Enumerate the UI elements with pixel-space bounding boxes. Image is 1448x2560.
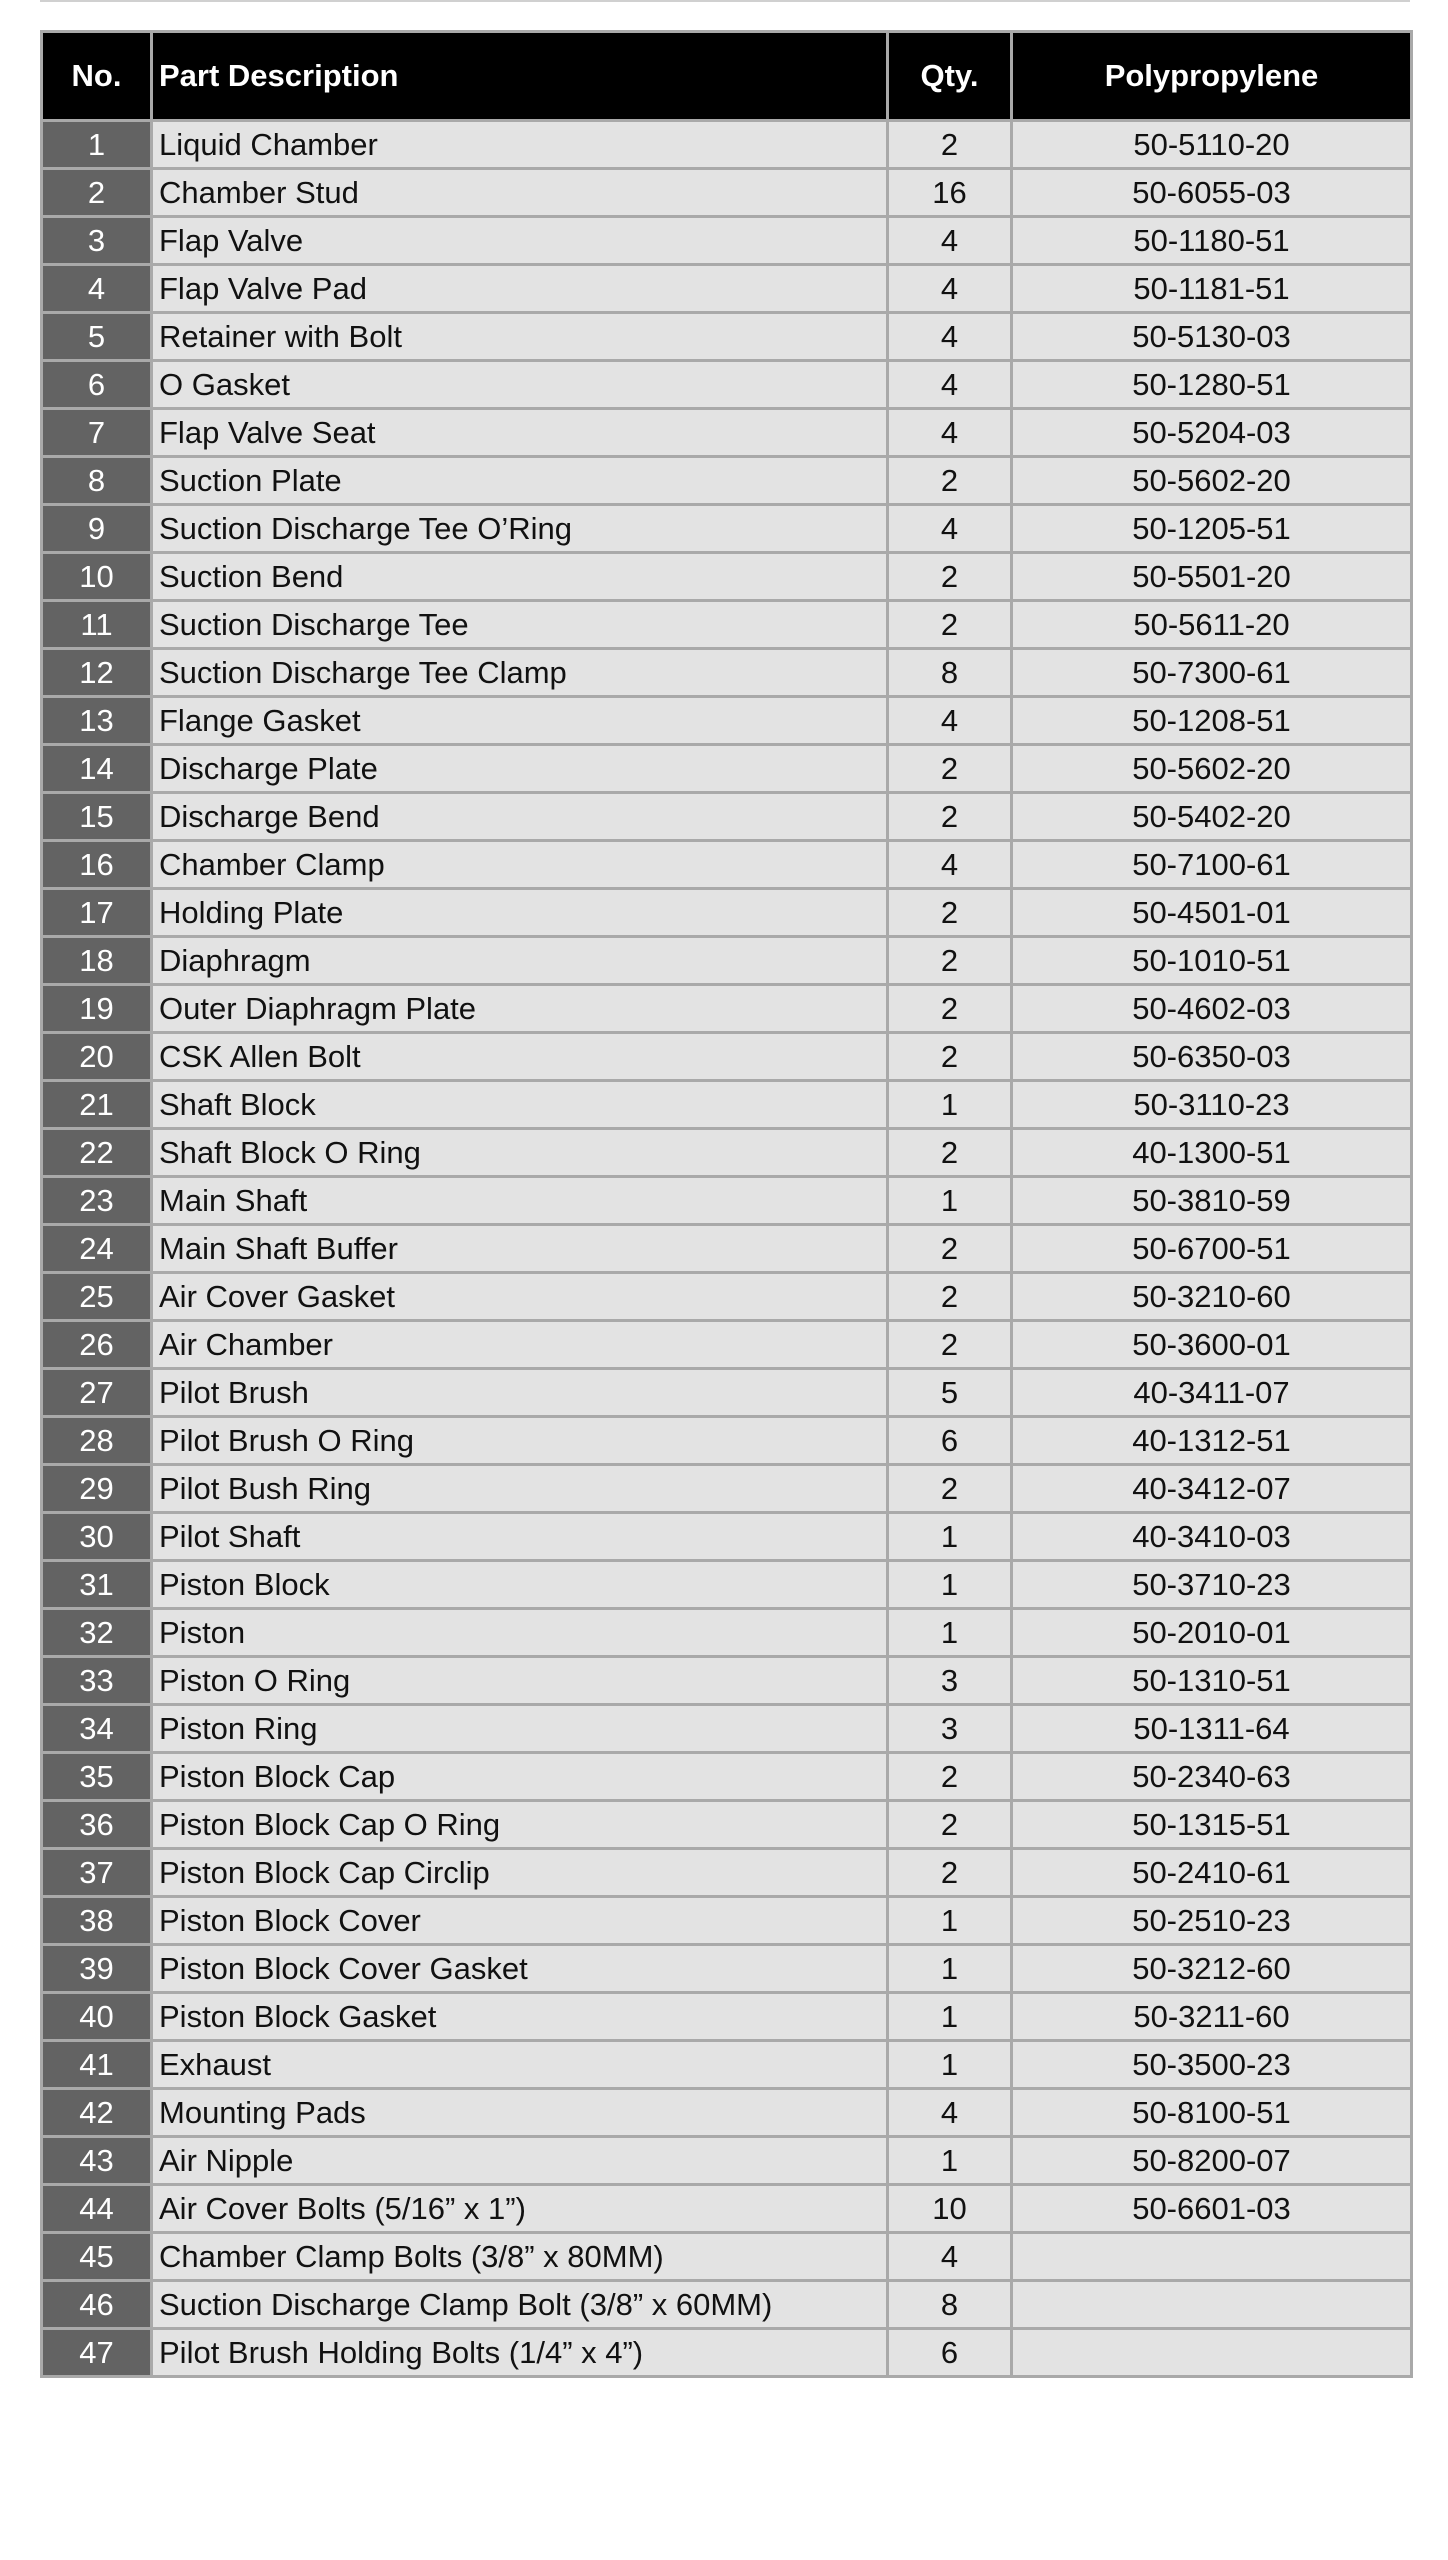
parts-table-container bbox=[40, 30, 1410, 2378]
quantity: 10 bbox=[888, 2185, 1012, 2233]
part-description: Suction Bend bbox=[152, 553, 888, 601]
part-description: Piston Block Cover bbox=[152, 1897, 888, 1945]
part-number: 50-5602-20 bbox=[1012, 457, 1412, 505]
quantity: 1 bbox=[888, 2137, 1012, 2185]
table-row bbox=[42, 265, 1412, 313]
table-row bbox=[42, 121, 1412, 169]
table-row bbox=[42, 889, 1412, 937]
row-number: 20 bbox=[42, 1033, 152, 1081]
table-row bbox=[42, 1129, 1412, 1177]
part-description: Chamber Clamp Bolts (3/8” x 80MM) bbox=[152, 2233, 888, 2281]
part-description: Suction Discharge Tee bbox=[152, 601, 888, 649]
table-row bbox=[42, 1609, 1412, 1657]
table-row bbox=[42, 1849, 1412, 1897]
part-description: Pilot Brush bbox=[152, 1369, 888, 1417]
row-number: 47 bbox=[42, 2329, 152, 2377]
row-number: 19 bbox=[42, 985, 152, 1033]
row-number: 32 bbox=[42, 1609, 152, 1657]
part-number: 50-1280-51 bbox=[1012, 361, 1412, 409]
row-number: 17 bbox=[42, 889, 152, 937]
part-description: Air Cover Bolts (5/16” x 1”) bbox=[152, 2185, 888, 2233]
part-description: Flap Valve bbox=[152, 217, 888, 265]
quantity: 2 bbox=[888, 889, 1012, 937]
part-description: Flap Valve Pad bbox=[152, 265, 888, 313]
part-number: 40-3411-07 bbox=[1012, 1369, 1412, 1417]
part-number: 50-1311-64 bbox=[1012, 1705, 1412, 1753]
row-number: 29 bbox=[42, 1465, 152, 1513]
part-number: 50-6350-03 bbox=[1012, 1033, 1412, 1081]
part-number: 50-5602-20 bbox=[1012, 745, 1412, 793]
part-number: 50-3500-23 bbox=[1012, 2041, 1412, 2089]
table-row bbox=[42, 1177, 1412, 1225]
part-number: 50-1010-51 bbox=[1012, 937, 1412, 985]
parts-table bbox=[40, 30, 1413, 2378]
part-number: 50-3110-23 bbox=[1012, 1081, 1412, 1129]
row-number: 8 bbox=[42, 457, 152, 505]
row-number: 10 bbox=[42, 553, 152, 601]
part-description: Piston Block Cover Gasket bbox=[152, 1945, 888, 1993]
part-description: Flange Gasket bbox=[152, 697, 888, 745]
table-row bbox=[42, 985, 1412, 1033]
part-number: 50-7300-61 bbox=[1012, 649, 1412, 697]
part-number: 50-2410-61 bbox=[1012, 1849, 1412, 1897]
table-row bbox=[42, 1513, 1412, 1561]
part-number: 50-5204-03 bbox=[1012, 409, 1412, 457]
part-number: 40-1312-51 bbox=[1012, 1417, 1412, 1465]
quantity: 2 bbox=[888, 553, 1012, 601]
quantity: 2 bbox=[888, 793, 1012, 841]
part-description: Piston Block Cap O Ring bbox=[152, 1801, 888, 1849]
row-number: 4 bbox=[42, 265, 152, 313]
part-number: 50-5501-20 bbox=[1012, 553, 1412, 601]
quantity: 4 bbox=[888, 505, 1012, 553]
table-row bbox=[42, 2281, 1412, 2329]
part-description: Pilot Bush Ring bbox=[152, 1465, 888, 1513]
row-number: 22 bbox=[42, 1129, 152, 1177]
row-number: 5 bbox=[42, 313, 152, 361]
part-number: 50-4501-01 bbox=[1012, 889, 1412, 937]
quantity: 2 bbox=[888, 985, 1012, 1033]
part-description: Mounting Pads bbox=[152, 2089, 888, 2137]
part-number: 50-8100-51 bbox=[1012, 2089, 1412, 2137]
part-description: Piston Block bbox=[152, 1561, 888, 1609]
part-description: Discharge Bend bbox=[152, 793, 888, 841]
row-number: 16 bbox=[42, 841, 152, 889]
part-number: 40-3412-07 bbox=[1012, 1465, 1412, 1513]
part-description: Flap Valve Seat bbox=[152, 409, 888, 457]
table-row bbox=[42, 1369, 1412, 1417]
table-row bbox=[42, 793, 1412, 841]
quantity: 1 bbox=[888, 1609, 1012, 1657]
header-material: Polypropylene bbox=[1012, 32, 1412, 121]
quantity: 4 bbox=[888, 217, 1012, 265]
part-number: 50-6055-03 bbox=[1012, 169, 1412, 217]
quantity: 4 bbox=[888, 313, 1012, 361]
part-description: Discharge Plate bbox=[152, 745, 888, 793]
part-number bbox=[1012, 2281, 1412, 2329]
part-number: 50-1205-51 bbox=[1012, 505, 1412, 553]
row-number: 36 bbox=[42, 1801, 152, 1849]
part-description: Chamber Clamp bbox=[152, 841, 888, 889]
quantity: 2 bbox=[888, 1753, 1012, 1801]
row-number: 35 bbox=[42, 1753, 152, 1801]
table-row bbox=[42, 553, 1412, 601]
row-number: 45 bbox=[42, 2233, 152, 2281]
part-description: Main Shaft bbox=[152, 1177, 888, 1225]
part-number: 50-1310-51 bbox=[1012, 1657, 1412, 1705]
row-number: 24 bbox=[42, 1225, 152, 1273]
part-number: 50-3211-60 bbox=[1012, 1993, 1412, 2041]
quantity: 1 bbox=[888, 1993, 1012, 2041]
quantity: 2 bbox=[888, 457, 1012, 505]
quantity: 3 bbox=[888, 1657, 1012, 1705]
part-number: 50-7100-61 bbox=[1012, 841, 1412, 889]
table-row bbox=[42, 1321, 1412, 1369]
row-number: 11 bbox=[42, 601, 152, 649]
part-number: 50-5402-20 bbox=[1012, 793, 1412, 841]
part-number: 50-1208-51 bbox=[1012, 697, 1412, 745]
row-number: 44 bbox=[42, 2185, 152, 2233]
part-number bbox=[1012, 2329, 1412, 2377]
table-row bbox=[42, 1033, 1412, 1081]
row-number: 3 bbox=[42, 217, 152, 265]
quantity: 1 bbox=[888, 1561, 1012, 1609]
row-number: 2 bbox=[42, 169, 152, 217]
header-description: Part Description bbox=[152, 32, 888, 121]
table-row bbox=[42, 1465, 1412, 1513]
row-number: 33 bbox=[42, 1657, 152, 1705]
part-description: Air Chamber bbox=[152, 1321, 888, 1369]
table-row bbox=[42, 457, 1412, 505]
table-row bbox=[42, 1225, 1412, 1273]
quantity: 2 bbox=[888, 1321, 1012, 1369]
header-no: No. bbox=[42, 32, 152, 121]
part-description: Suction Discharge Tee Clamp bbox=[152, 649, 888, 697]
part-description: Suction Discharge Tee O’Ring bbox=[152, 505, 888, 553]
part-description: Piston Block Cap Circlip bbox=[152, 1849, 888, 1897]
quantity: 8 bbox=[888, 2281, 1012, 2329]
row-number: 30 bbox=[42, 1513, 152, 1561]
quantity: 2 bbox=[888, 1465, 1012, 1513]
part-number: 50-4602-03 bbox=[1012, 985, 1412, 1033]
part-number: 50-1181-51 bbox=[1012, 265, 1412, 313]
part-number: 50-3600-01 bbox=[1012, 1321, 1412, 1369]
table-row bbox=[42, 2329, 1412, 2377]
row-number: 39 bbox=[42, 1945, 152, 1993]
quantity: 2 bbox=[888, 1225, 1012, 1273]
quantity: 2 bbox=[888, 121, 1012, 169]
quantity: 16 bbox=[888, 169, 1012, 217]
table-row bbox=[42, 745, 1412, 793]
row-number: 40 bbox=[42, 1993, 152, 2041]
part-number: 50-2010-01 bbox=[1012, 1609, 1412, 1657]
part-number: 40-3410-03 bbox=[1012, 1513, 1412, 1561]
table-row bbox=[42, 1897, 1412, 1945]
part-description: Holding Plate bbox=[152, 889, 888, 937]
part-description: Exhaust bbox=[152, 2041, 888, 2089]
row-number: 6 bbox=[42, 361, 152, 409]
table-row bbox=[42, 697, 1412, 745]
part-number: 50-6700-51 bbox=[1012, 1225, 1412, 1273]
table-row bbox=[42, 1417, 1412, 1465]
table-row bbox=[42, 1657, 1412, 1705]
part-number: 50-2340-63 bbox=[1012, 1753, 1412, 1801]
quantity: 2 bbox=[888, 1801, 1012, 1849]
part-number: 50-3212-60 bbox=[1012, 1945, 1412, 1993]
table-row bbox=[42, 217, 1412, 265]
table-row bbox=[42, 1993, 1412, 2041]
quantity: 6 bbox=[888, 2329, 1012, 2377]
quantity: 4 bbox=[888, 409, 1012, 457]
part-description: Shaft Block O Ring bbox=[152, 1129, 888, 1177]
part-description: CSK Allen Bolt bbox=[152, 1033, 888, 1081]
quantity: 2 bbox=[888, 937, 1012, 985]
row-number: 25 bbox=[42, 1273, 152, 1321]
row-number: 1 bbox=[42, 121, 152, 169]
quantity: 5 bbox=[888, 1369, 1012, 1417]
part-description: Chamber Stud bbox=[152, 169, 888, 217]
row-number: 43 bbox=[42, 2137, 152, 2185]
header-row bbox=[42, 32, 1412, 121]
header-qty: Qty. bbox=[888, 32, 1012, 121]
part-description: Retainer with Bolt bbox=[152, 313, 888, 361]
table-row bbox=[42, 601, 1412, 649]
table-row bbox=[42, 505, 1412, 553]
quantity: 8 bbox=[888, 649, 1012, 697]
part-number: 50-5130-03 bbox=[1012, 313, 1412, 361]
part-number: 50-5611-20 bbox=[1012, 601, 1412, 649]
part-description: Air Nipple bbox=[152, 2137, 888, 2185]
part-description: Shaft Block bbox=[152, 1081, 888, 1129]
table-body bbox=[42, 121, 1412, 2377]
part-number: 40-1300-51 bbox=[1012, 1129, 1412, 1177]
row-number: 14 bbox=[42, 745, 152, 793]
table-row bbox=[42, 361, 1412, 409]
table-row bbox=[42, 1753, 1412, 1801]
row-number: 23 bbox=[42, 1177, 152, 1225]
quantity: 1 bbox=[888, 2041, 1012, 2089]
row-number: 12 bbox=[42, 649, 152, 697]
table-row bbox=[42, 1801, 1412, 1849]
quantity: 2 bbox=[888, 745, 1012, 793]
part-description: Main Shaft Buffer bbox=[152, 1225, 888, 1273]
part-number: 50-5110-20 bbox=[1012, 121, 1412, 169]
top-rule bbox=[40, 0, 1410, 2]
table-row bbox=[42, 313, 1412, 361]
part-number: 50-1315-51 bbox=[1012, 1801, 1412, 1849]
row-number: 7 bbox=[42, 409, 152, 457]
part-description: Piston Block Cap bbox=[152, 1753, 888, 1801]
quantity: 3 bbox=[888, 1705, 1012, 1753]
row-number: 34 bbox=[42, 1705, 152, 1753]
part-description: Piston Block Gasket bbox=[152, 1993, 888, 2041]
part-description: O Gasket bbox=[152, 361, 888, 409]
table-row bbox=[42, 1081, 1412, 1129]
row-number: 31 bbox=[42, 1561, 152, 1609]
table-row bbox=[42, 409, 1412, 457]
part-description: Piston O Ring bbox=[152, 1657, 888, 1705]
table-row bbox=[42, 1945, 1412, 1993]
quantity: 4 bbox=[888, 841, 1012, 889]
part-description: Pilot Brush Holding Bolts (1/4” x 4”) bbox=[152, 2329, 888, 2377]
part-description: Piston Ring bbox=[152, 1705, 888, 1753]
row-number: 9 bbox=[42, 505, 152, 553]
row-number: 37 bbox=[42, 1849, 152, 1897]
quantity: 2 bbox=[888, 1033, 1012, 1081]
quantity: 1 bbox=[888, 1945, 1012, 1993]
quantity: 1 bbox=[888, 1081, 1012, 1129]
part-number: 50-2510-23 bbox=[1012, 1897, 1412, 1945]
table-row bbox=[42, 2137, 1412, 2185]
table-row bbox=[42, 2089, 1412, 2137]
quantity: 1 bbox=[888, 1177, 1012, 1225]
part-number bbox=[1012, 2233, 1412, 2281]
table-row bbox=[42, 2185, 1412, 2233]
part-number: 50-3210-60 bbox=[1012, 1273, 1412, 1321]
table-row bbox=[42, 841, 1412, 889]
part-number: 50-3710-23 bbox=[1012, 1561, 1412, 1609]
row-number: 41 bbox=[42, 2041, 152, 2089]
part-description: Air Cover Gasket bbox=[152, 1273, 888, 1321]
quantity: 6 bbox=[888, 1417, 1012, 1465]
quantity: 4 bbox=[888, 265, 1012, 313]
quantity: 2 bbox=[888, 601, 1012, 649]
row-number: 46 bbox=[42, 2281, 152, 2329]
table-row bbox=[42, 1561, 1412, 1609]
row-number: 42 bbox=[42, 2089, 152, 2137]
part-description: Liquid Chamber bbox=[152, 121, 888, 169]
table-row bbox=[42, 2041, 1412, 2089]
row-number: 38 bbox=[42, 1897, 152, 1945]
part-description: Pilot Brush O Ring bbox=[152, 1417, 888, 1465]
part-number: 50-6601-03 bbox=[1012, 2185, 1412, 2233]
quantity: 1 bbox=[888, 1513, 1012, 1561]
part-description: Suction Discharge Clamp Bolt (3/8” x 60MM) bbox=[152, 2281, 888, 2329]
row-number: 13 bbox=[42, 697, 152, 745]
table-row bbox=[42, 937, 1412, 985]
quantity: 4 bbox=[888, 697, 1012, 745]
row-number: 15 bbox=[42, 793, 152, 841]
part-number: 50-1180-51 bbox=[1012, 217, 1412, 265]
row-number: 28 bbox=[42, 1417, 152, 1465]
quantity: 4 bbox=[888, 2233, 1012, 2281]
quantity: 4 bbox=[888, 2089, 1012, 2137]
part-number: 50-8200-07 bbox=[1012, 2137, 1412, 2185]
part-description: Piston bbox=[152, 1609, 888, 1657]
part-description: Suction Plate bbox=[152, 457, 888, 505]
table-row bbox=[42, 1705, 1412, 1753]
quantity: 2 bbox=[888, 1273, 1012, 1321]
part-description: Pilot Shaft bbox=[152, 1513, 888, 1561]
table-row bbox=[42, 169, 1412, 217]
quantity: 2 bbox=[888, 1849, 1012, 1897]
row-number: 18 bbox=[42, 937, 152, 985]
quantity: 4 bbox=[888, 361, 1012, 409]
table-row bbox=[42, 649, 1412, 697]
part-description: Outer Diaphragm Plate bbox=[152, 985, 888, 1033]
row-number: 26 bbox=[42, 1321, 152, 1369]
table-row bbox=[42, 2233, 1412, 2281]
row-number: 21 bbox=[42, 1081, 152, 1129]
part-description: Diaphragm bbox=[152, 937, 888, 985]
quantity: 1 bbox=[888, 1897, 1012, 1945]
table-row bbox=[42, 1273, 1412, 1321]
row-number: 27 bbox=[42, 1369, 152, 1417]
part-number: 50-3810-59 bbox=[1012, 1177, 1412, 1225]
quantity: 2 bbox=[888, 1129, 1012, 1177]
